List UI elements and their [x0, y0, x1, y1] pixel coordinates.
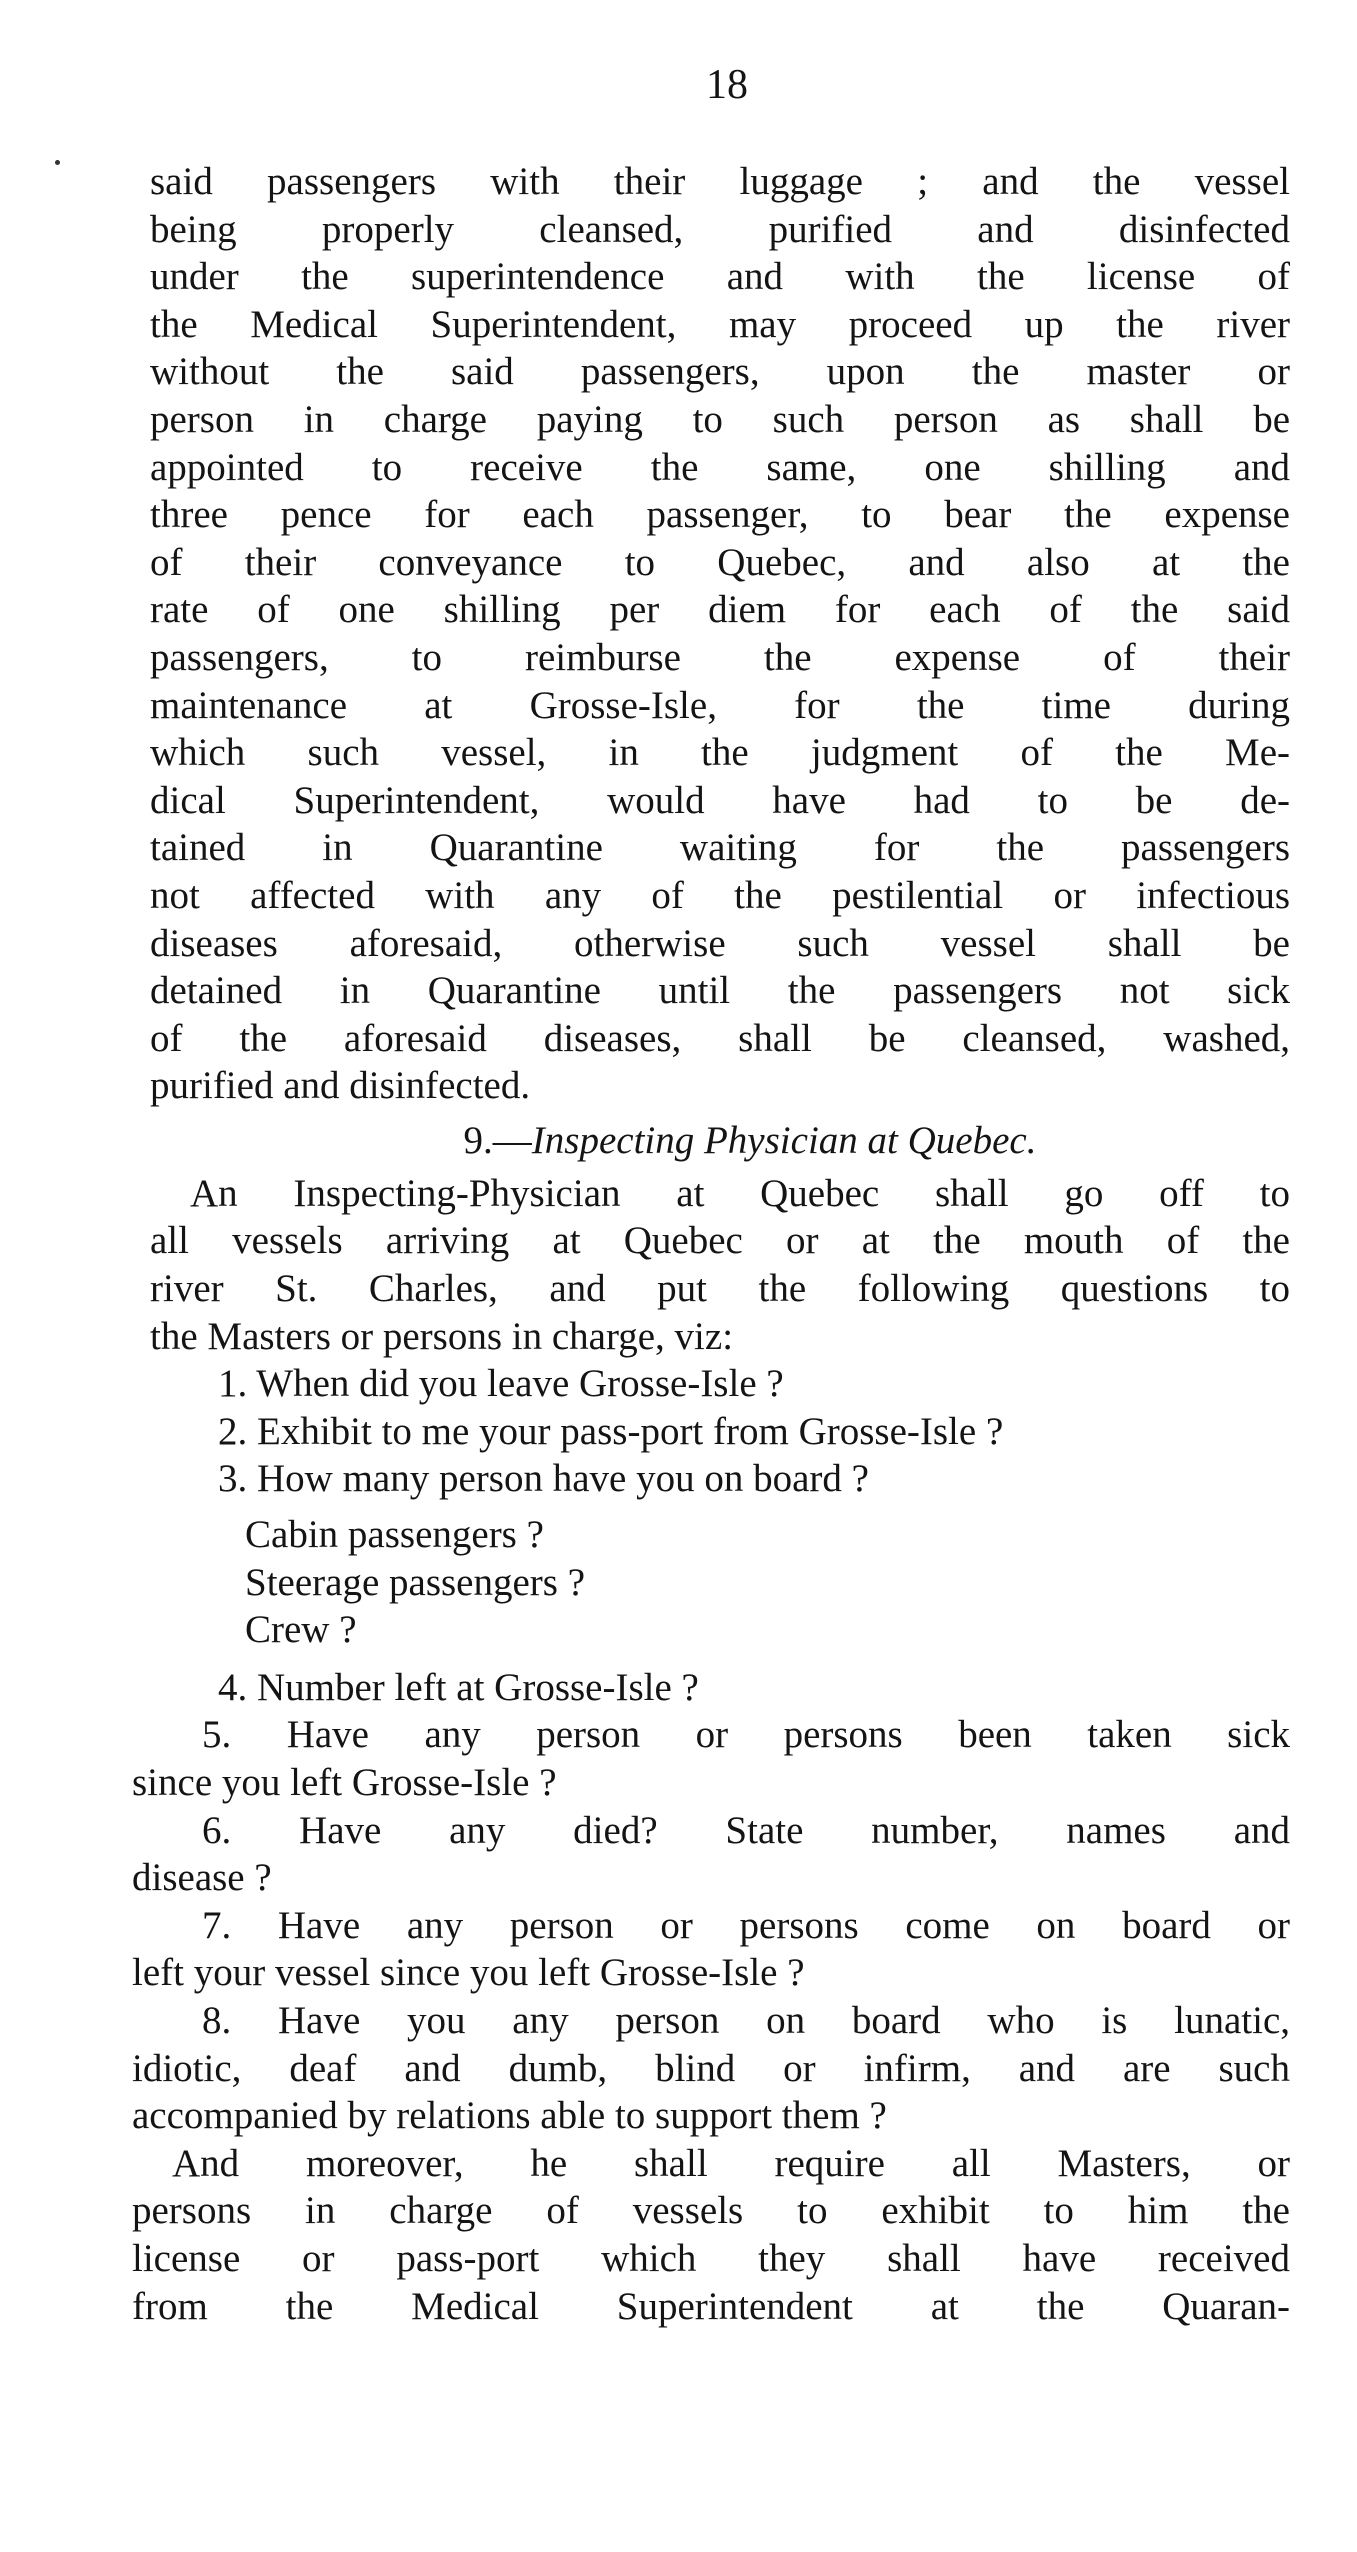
- document-page: [132, 60, 1290, 2330]
- text-line: passengers, to reimburse the expense of their: [150, 635, 1290, 679]
- text-line: said passengers with their luggage ; and the vessel: [150, 160, 1290, 203]
- sub-item: Cabin passengers ?: [245, 1513, 544, 1557]
- text-line: And moreover, he shall require all Masters, or: [172, 2141, 1290, 2185]
- text-line: all vessels arriving at Quebec or at the mouth of the: [150, 1219, 1290, 1263]
- text-line: without the said passengers, upon the master or: [150, 350, 1290, 394]
- text-line: the Masters or persons in charge, viz:: [150, 1314, 734, 1358]
- question-text: 7. Have any person or persons come on board or: [202, 1903, 1290, 1947]
- question-item: [132, 1807, 1290, 1902]
- questions-list: [150, 1360, 1290, 1503]
- section-number: 9.—: [463, 1118, 532, 1162]
- text-line: license or pass-port which they shall have received: [132, 2236, 1290, 2280]
- question-text: 3. How many person have you on board ?: [218, 1457, 869, 1501]
- sub-item: Crew ?: [245, 1608, 357, 1652]
- question-item: [132, 1711, 1290, 1806]
- sub-item: Steerage passengers ?: [245, 1560, 586, 1604]
- text-line: person in charge paying to such person as shall be: [150, 397, 1290, 441]
- question-text: since you left Grosse-Isle ?: [132, 1761, 557, 1804]
- text-line: three pence for each passenger, to bear the expense: [150, 493, 1290, 537]
- section-9-intro: [150, 1170, 1290, 1360]
- question-item: [132, 1997, 1290, 2140]
- question-item: [150, 1408, 1290, 1456]
- section-title: Inspecting Physician at Quebec.: [531, 1118, 1037, 1162]
- question-text: accompanied by relations able to support them ?: [132, 2094, 887, 2138]
- text-line: which such vessel, in the judgment of the Me-: [150, 731, 1290, 775]
- section-heading: [150, 1116, 1290, 1166]
- section-8-continuation: [150, 158, 1290, 1110]
- question-item: [150, 1360, 1290, 1408]
- text-line: An Inspecting-Physician at Quebec shall go off to: [190, 1171, 1290, 1215]
- text-line: rate of one shilling per diem for each of the said: [150, 588, 1290, 632]
- question-text: disease ?: [132, 1856, 272, 1900]
- text-line: diseases aforesaid, otherwise such vessel shall be: [150, 921, 1290, 965]
- question-text: 8. Have you any person on board who is lunatic,: [202, 1998, 1290, 2042]
- closing-paragraph: [132, 2140, 1290, 2330]
- questions-list-continued: [132, 1664, 1290, 2140]
- question-text: left your vessel since you left Grosse-Isle ?: [132, 1951, 805, 1995]
- question-text: 5. Have any person or persons been taken sick: [202, 1713, 1290, 1757]
- passenger-categories-list: [245, 1511, 1290, 1654]
- text-line: being properly cleansed, purified and disinfected: [150, 207, 1290, 251]
- text-line: detained in Quarantine until the passengers not sick: [150, 969, 1290, 1013]
- text-line: persons in charge of vessels to exhibit to him the: [132, 2189, 1290, 2233]
- question-text: idiotic, deaf and dumb, blind or infirm, and are such: [132, 2046, 1290, 2090]
- question-text: 1. When did you leave Grosse-Isle ?: [218, 1362, 784, 1406]
- text-line: under the superintendence and with the license of: [150, 255, 1290, 299]
- question-item: [132, 1902, 1290, 1997]
- question-text: 2. Exhibit to me your pass-port from Grosse-Isle ?: [218, 1409, 1004, 1453]
- question-item: [150, 1455, 1290, 1503]
- question-text: 6. Have any died? State number, names and: [202, 1808, 1290, 1852]
- text-line: the Medical Superintendent, may proceed up the river: [150, 302, 1290, 346]
- text-line: river St. Charles, and put the following questions to: [150, 1267, 1290, 1311]
- text-line: tained in Quarantine waiting for the passengers: [150, 826, 1290, 870]
- text-line: dical Superintendent, would have had to be de-: [150, 778, 1290, 822]
- text-line: of their conveyance to Quebec, and also at the: [150, 540, 1290, 584]
- page-number: 18: [706, 62, 748, 108]
- text-line: purified and disinfected.: [150, 1064, 531, 1108]
- text-line: from the Medical Superintendent at the Quaran-: [132, 2284, 1290, 2328]
- text-line: of the aforesaid diseases, shall be cleansed, washed,: [150, 1016, 1290, 1060]
- stray-dot: [55, 160, 60, 165]
- text-line: not affected with any of the pestilential or infectious: [150, 873, 1290, 917]
- text-line: appointed to receive the same, one shilling and: [150, 445, 1290, 489]
- question-item: [132, 1664, 1290, 1712]
- text-line: maintenance at Grosse-Isle, for the time during: [150, 683, 1290, 727]
- question-text: 4. Number left at Grosse-Isle ?: [218, 1665, 699, 1709]
